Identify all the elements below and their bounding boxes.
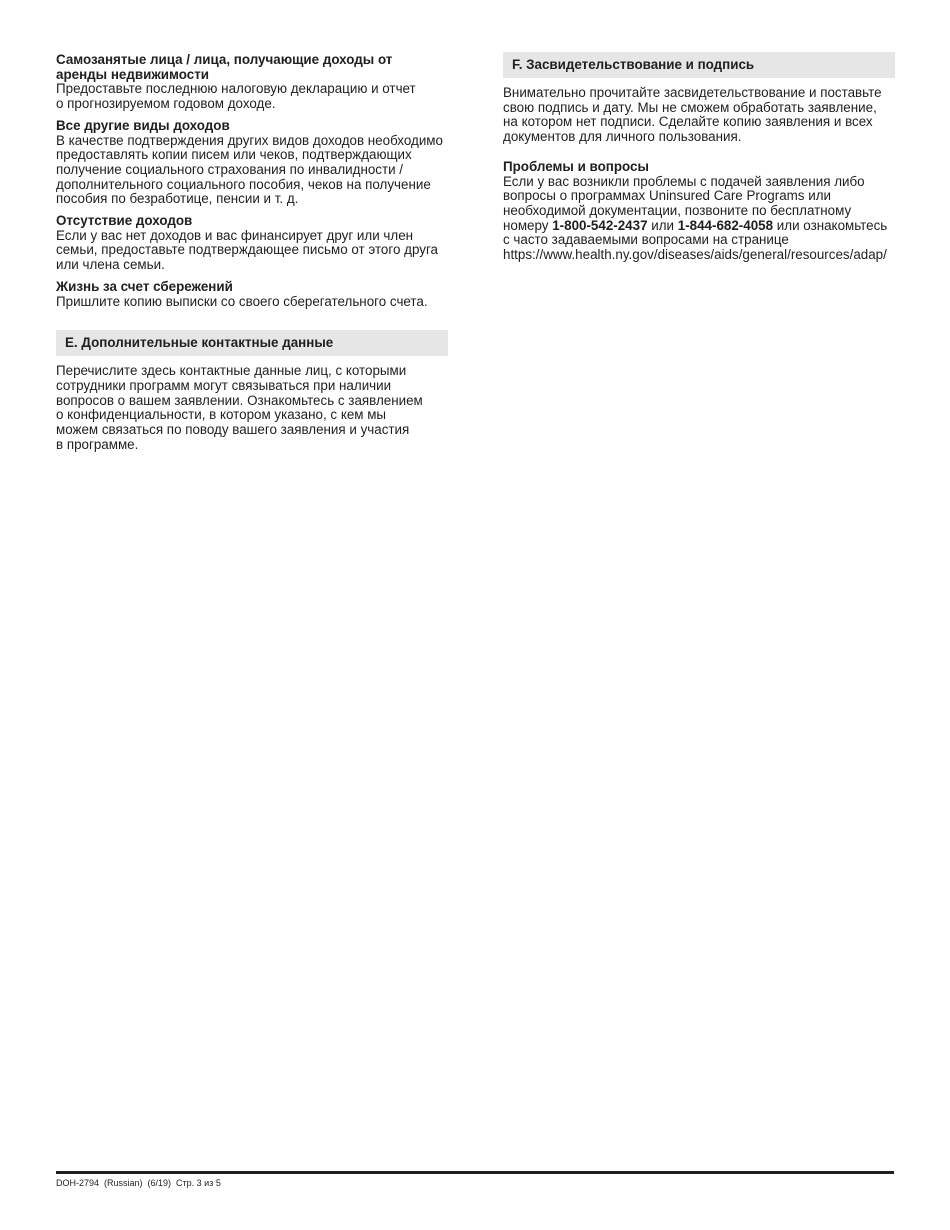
- problems-line: вопросы о программах Uninsured Care Programs или: [503, 188, 831, 204]
- other-income-block: [56, 119, 448, 207]
- section-f-line: свою подпись и дату. Мы не сможем обработать заявление,: [503, 99, 877, 115]
- problems-line: Если у вас возникли проблемы с подачей заявления либо: [503, 173, 865, 189]
- self-employed-block: [56, 53, 448, 112]
- self-employed-title-line1: Самозанятые лица / лица, получающие доходы от: [56, 52, 393, 67]
- section-f-line: на котором нет подписи. Сделайте копию заявления и всех: [503, 114, 873, 130]
- savings-body: Пришлите копию выписки со своего сберегательного счета.: [56, 293, 428, 309]
- other-income-line: В качестве подтверждения других видов доходов необходимо: [56, 132, 443, 148]
- faq-url: https://www.health.ny.gov/diseases/aids/general/resources/adap/: [503, 247, 887, 263]
- problems-body: [503, 175, 895, 263]
- other-income-title: Все другие виды доходов: [56, 117, 230, 133]
- no-income-line: или члена семьи.: [56, 257, 165, 273]
- problems-line: с часто задаваемыми вопросами на странице: [503, 232, 789, 248]
- no-income-title: Отсутствие доходов: [56, 213, 193, 229]
- other-income-line: дополнительного социального пособия, чеков на получение: [56, 176, 431, 192]
- self-employed-title: [56, 53, 448, 82]
- footer-form-id: DOH-2794 (Russian) (6/19) Стр. 3 из 5: [56, 1178, 221, 1188]
- other-income-line: пособия по безработице, пенсии и т. д.: [56, 191, 299, 207]
- section-e-line: сотрудники программ могут связываться при наличии: [56, 377, 392, 393]
- no-income-line: Если у вас нет доходов и вас финансирует друг или член: [56, 227, 414, 243]
- section-f-body: [503, 86, 895, 145]
- hotline-phone-1: 1-800-542-2437: [552, 217, 648, 233]
- self-employed-body: [56, 82, 448, 111]
- no-income-line: семьи, предоставьте подтверждающее письмо от этого друга: [56, 242, 438, 258]
- section-f-line: Внимательно прочитайте засвидетельствование и поставьте: [503, 85, 882, 100]
- problems-line: необходимой документации, позвоните по бесплатному: [503, 202, 852, 218]
- savings-title: Жизнь за счет сбережений: [56, 278, 233, 294]
- section-f-header: F. Засвидетельствование и подпись: [503, 52, 895, 78]
- no-income-block: [56, 214, 448, 273]
- phone-middle: или: [647, 217, 678, 233]
- section-e-header: E. Дополнительные контактные данные: [56, 330, 448, 356]
- section-e-body: [56, 364, 448, 452]
- section-e-line: в программе.: [56, 436, 139, 452]
- phone-prefix: номеру: [503, 217, 553, 233]
- no-income-body: [56, 229, 448, 273]
- section-e-line: Перечислите здесь контактные данные лиц, с которыми: [56, 363, 407, 379]
- section-e-line: о конфиденциальности, в котором указано, с кем мы: [56, 407, 387, 423]
- problems-title: Проблемы и вопросы: [503, 158, 649, 174]
- hotline-phone-2: 1-844-682-4058: [677, 217, 774, 233]
- other-income-line: получение социального страхования по инвалидности /: [56, 161, 404, 177]
- savings-block: [56, 280, 448, 309]
- phone-suffix: или ознакомьтесь: [773, 217, 888, 233]
- footer-rule: [56, 1171, 894, 1174]
- other-income-line: предоставлять копии писем или чеков, подтверждающих: [56, 147, 412, 163]
- other-income-body: [56, 134, 448, 208]
- section-e-line: вопросов о вашем заявлении. Ознакомьтесь с заявлением: [56, 392, 423, 408]
- right-column: [503, 52, 895, 270]
- section-f-line: документов для личного пользования.: [503, 129, 742, 145]
- self-employed-body-line1: Предоставьте последнюю налоговую декларацию и отчет: [56, 81, 416, 97]
- self-employed-body-line2: о прогнозируемом годовом доходе.: [56, 96, 276, 112]
- left-column: [56, 53, 448, 452]
- problems-block: [503, 160, 895, 263]
- self-employed-title-line2: аренды недвижимости: [56, 66, 210, 82]
- section-e-line: можем связаться по поводу вашего заявления и участия: [56, 422, 410, 438]
